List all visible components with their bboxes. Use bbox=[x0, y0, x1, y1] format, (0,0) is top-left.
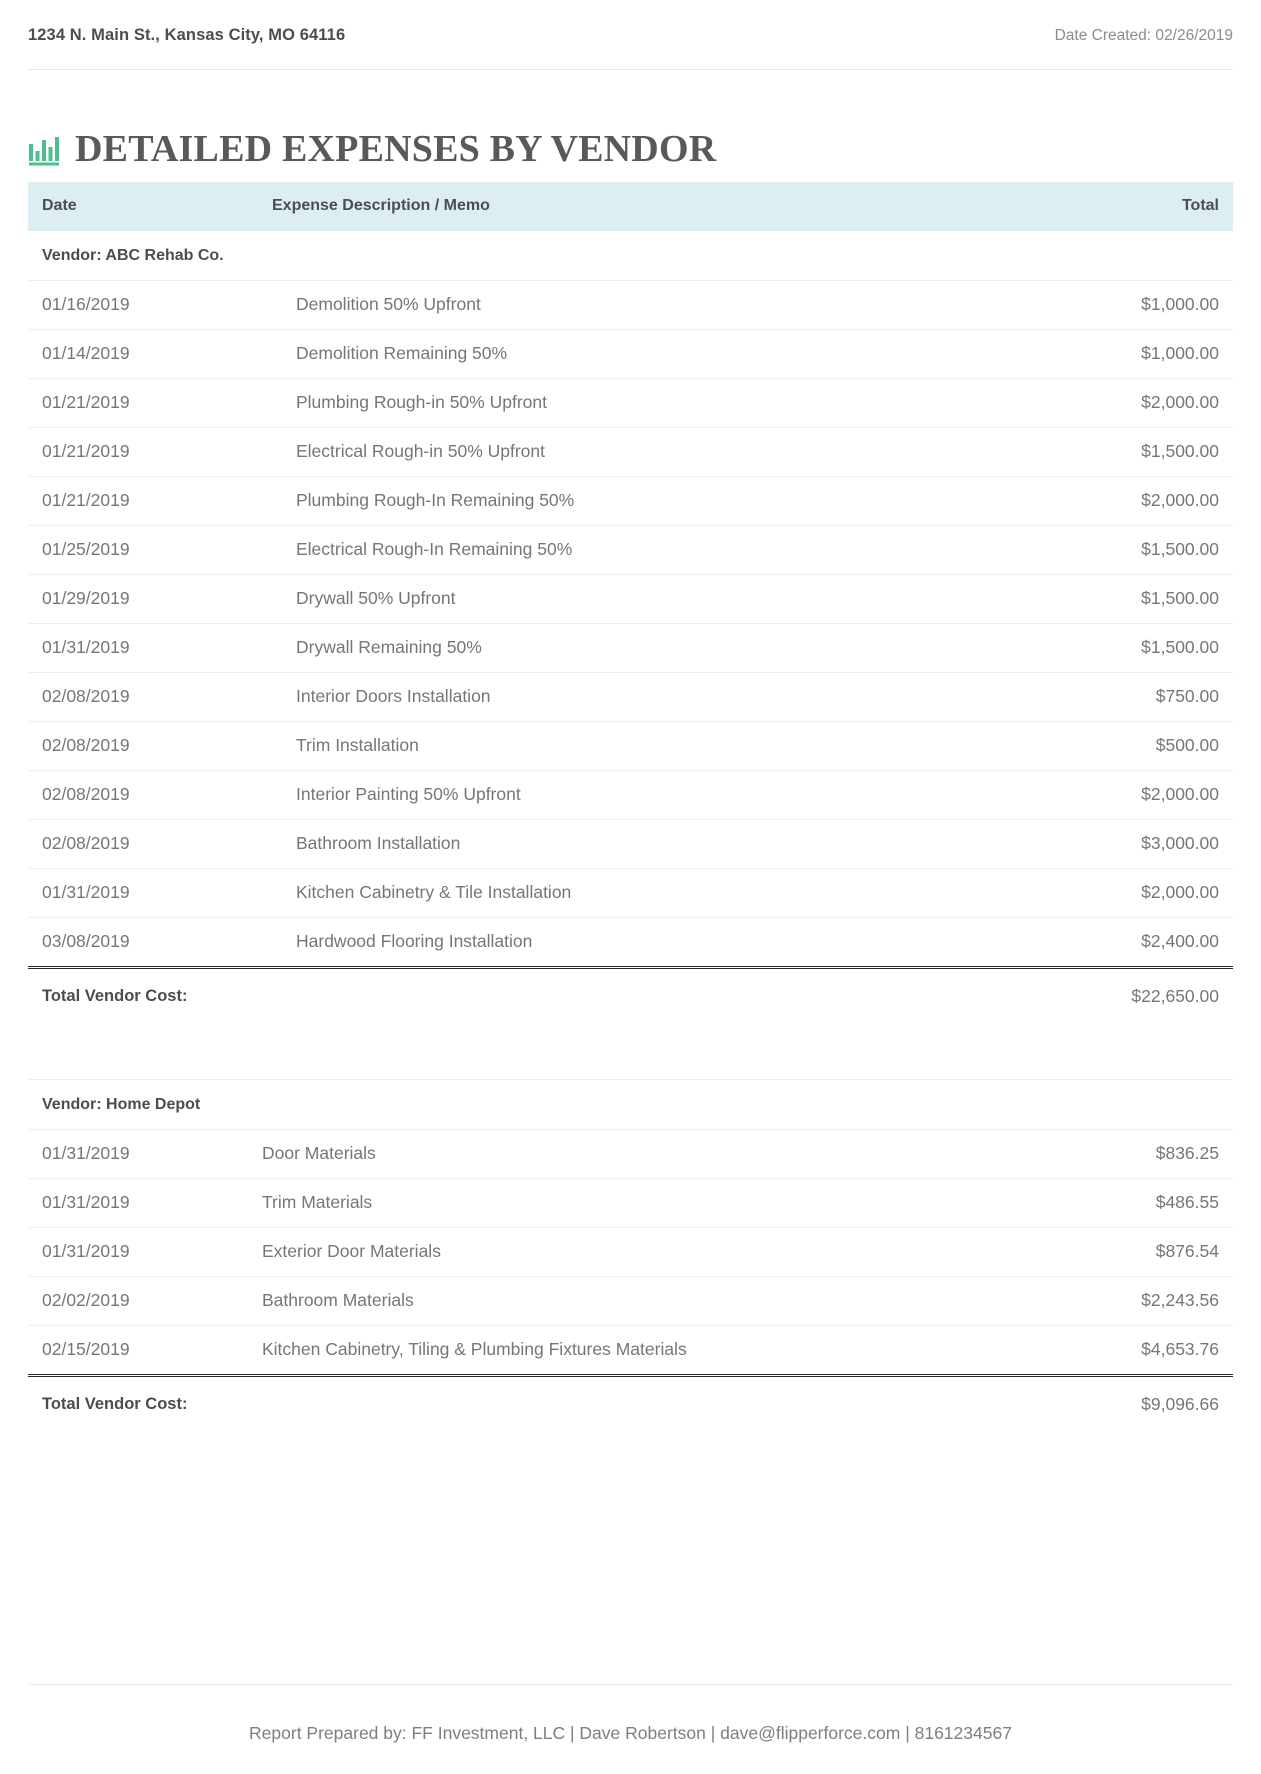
vendor-total-label: Total Vendor Cost: bbox=[28, 1375, 1003, 1431]
cell-total: $836.25 bbox=[1003, 1129, 1233, 1178]
cell-total: $1,000.00 bbox=[1003, 281, 1233, 330]
cell-description: Interior Doors Installation bbox=[258, 673, 1003, 722]
cell-description: Kitchen Cabinetry & Tile Installation bbox=[258, 869, 1003, 918]
table-row bbox=[28, 771, 1233, 820]
table-row bbox=[28, 330, 1233, 379]
bar-chart-icon bbox=[28, 132, 62, 166]
cell-description: Electrical Rough-in 50% Upfront bbox=[258, 428, 1003, 477]
vendor-group-header bbox=[28, 1079, 1233, 1129]
cell-total: $2,000.00 bbox=[1003, 477, 1233, 526]
date-created: Date Created: 02/26/2019 bbox=[1054, 27, 1233, 44]
cell-date: 01/31/2019 bbox=[28, 1129, 258, 1178]
table-row bbox=[28, 1178, 1233, 1227]
cell-date: 01/21/2019 bbox=[28, 477, 258, 526]
cell-total: $1,000.00 bbox=[1003, 330, 1233, 379]
cell-description: Door Materials bbox=[258, 1129, 1003, 1178]
table-row bbox=[28, 428, 1233, 477]
table-body bbox=[28, 231, 1233, 1431]
page-title: DETAILED EXPENSES BY VENDOR bbox=[75, 128, 717, 170]
cell-description: Kitchen Cabinetry, Tiling & Plumbing Fixtures Materials bbox=[258, 1325, 1003, 1375]
vendor-total-value: $9,096.66 bbox=[1003, 1375, 1233, 1431]
vendor-group-header bbox=[28, 231, 1233, 281]
table-row bbox=[28, 526, 1233, 575]
cell-total: $1,500.00 bbox=[1003, 575, 1233, 624]
table-row bbox=[28, 1276, 1233, 1325]
table-row bbox=[28, 624, 1233, 673]
column-header-date: Date bbox=[28, 182, 258, 231]
report-footer: Report Prepared by: FF Investment, LLC | Dave Robertson | dave@flipperforce.com | 8161234567 bbox=[28, 1684, 1233, 1774]
cell-description: Plumbing Rough-in 50% Upfront bbox=[258, 379, 1003, 428]
vendor-total-row bbox=[28, 968, 1233, 1024]
cell-date: 02/08/2019 bbox=[28, 673, 258, 722]
property-address: 1234 N. Main St., Kansas City, MO 64116 bbox=[28, 26, 346, 44]
table-row bbox=[28, 575, 1233, 624]
cell-total: $2,400.00 bbox=[1003, 918, 1233, 968]
table-head bbox=[28, 182, 1233, 231]
cell-date: 01/14/2019 bbox=[28, 330, 258, 379]
cell-total: $2,243.56 bbox=[1003, 1276, 1233, 1325]
cell-total: $2,000.00 bbox=[1003, 379, 1233, 428]
table-row bbox=[28, 869, 1233, 918]
table-row bbox=[28, 281, 1233, 330]
table-row bbox=[28, 820, 1233, 869]
cell-description: Drywall 50% Upfront bbox=[258, 575, 1003, 624]
cell-description: Demolition 50% Upfront bbox=[258, 281, 1003, 330]
table-row bbox=[28, 1227, 1233, 1276]
vendor-name: Vendor: Home Depot bbox=[28, 1079, 1233, 1129]
cell-description: Hardwood Flooring Installation bbox=[258, 918, 1003, 968]
cell-total: $500.00 bbox=[1003, 722, 1233, 771]
vendor-total-label: Total Vendor Cost: bbox=[28, 968, 1003, 1024]
cell-total: $2,000.00 bbox=[1003, 771, 1233, 820]
cell-total: $3,000.00 bbox=[1003, 820, 1233, 869]
section-heading bbox=[28, 130, 1233, 168]
cell-date: 01/21/2019 bbox=[28, 379, 258, 428]
cell-date: 01/31/2019 bbox=[28, 869, 258, 918]
cell-description: Plumbing Rough-In Remaining 50% bbox=[258, 477, 1003, 526]
cell-total: $876.54 bbox=[1003, 1227, 1233, 1276]
cell-date: 01/31/2019 bbox=[28, 1178, 258, 1227]
cell-total: $1,500.00 bbox=[1003, 624, 1233, 673]
cell-date: 01/31/2019 bbox=[28, 624, 258, 673]
cell-date: 01/29/2019 bbox=[28, 575, 258, 624]
cell-description: Interior Painting 50% Upfront bbox=[258, 771, 1003, 820]
column-header-description: Expense Description / Memo bbox=[258, 182, 1003, 231]
table-header-row bbox=[28, 182, 1233, 231]
table-row bbox=[28, 1325, 1233, 1375]
expenses-table bbox=[28, 182, 1233, 1431]
cell-description: Drywall Remaining 50% bbox=[258, 624, 1003, 673]
vendor-name: Vendor: ABC Rehab Co. bbox=[42, 247, 224, 264]
cell-date: 02/08/2019 bbox=[28, 820, 258, 869]
cell-description: Trim Installation bbox=[258, 722, 1003, 771]
cell-date: 02/15/2019 bbox=[28, 1325, 258, 1375]
cell-total: $1,500.00 bbox=[1003, 428, 1233, 477]
vendor-total-value: $22,650.00 bbox=[1003, 968, 1233, 1024]
table-row bbox=[28, 918, 1233, 968]
cell-date: 01/16/2019 bbox=[28, 281, 258, 330]
cell-date: 01/31/2019 bbox=[28, 1227, 258, 1276]
cell-total: $4,653.76 bbox=[1003, 1325, 1233, 1375]
table-row bbox=[28, 673, 1233, 722]
cell-description: Exterior Door Materials bbox=[258, 1227, 1003, 1276]
cell-total: $486.55 bbox=[1003, 1178, 1233, 1227]
report-header bbox=[28, 0, 1233, 70]
cell-description: Demolition Remaining 50% bbox=[258, 330, 1003, 379]
vendor-total-row bbox=[28, 1375, 1233, 1431]
cell-date: 01/21/2019 bbox=[28, 428, 258, 477]
table-row bbox=[28, 379, 1233, 428]
table-row bbox=[28, 477, 1233, 526]
vendor-gap-cell bbox=[28, 1023, 1233, 1079]
table-row bbox=[28, 722, 1233, 771]
cell-date: 02/08/2019 bbox=[28, 722, 258, 771]
cell-total: $750.00 bbox=[1003, 673, 1233, 722]
cell-total: $1,500.00 bbox=[1003, 526, 1233, 575]
cell-description: Electrical Rough-In Remaining 50% bbox=[258, 526, 1003, 575]
cell-date: 02/08/2019 bbox=[28, 771, 258, 820]
cell-description: Trim Materials bbox=[258, 1178, 1003, 1227]
cell-description: Bathroom Materials bbox=[258, 1276, 1003, 1325]
cell-total: $2,000.00 bbox=[1003, 869, 1233, 918]
cell-date: 03/08/2019 bbox=[28, 918, 258, 968]
cell-description: Bathroom Installation bbox=[258, 820, 1003, 869]
column-header-total: Total bbox=[1003, 182, 1233, 231]
cell-date: 02/02/2019 bbox=[28, 1276, 258, 1325]
cell-date: 01/25/2019 bbox=[28, 526, 258, 575]
vendor-gap bbox=[28, 1023, 1233, 1079]
table-row bbox=[28, 1129, 1233, 1178]
